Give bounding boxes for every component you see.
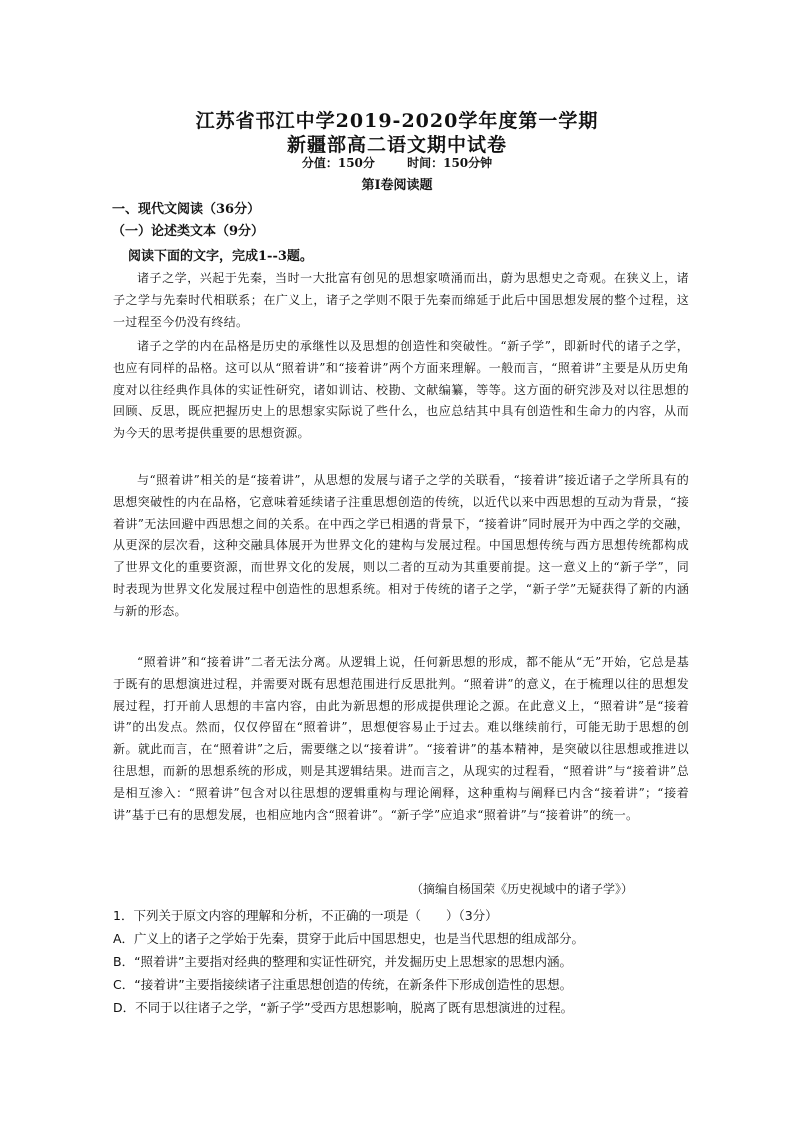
- exam-title-line2: 新疆部高二语文期中试卷: [286, 134, 507, 156]
- passage-source: （摘编自杨国荣《历史视域中的诸子学》）: [410, 882, 633, 896]
- question-1-option-b: B．“照着讲”主要指对经典的整理和实证性研究，并发掘历史上思想家的思想内涵。: [113, 954, 573, 969]
- question-1-option-a: A．广义上的诸子之学始于先秦，贯穿于此后中国思想史，也是当代思想的组成部分。: [113, 931, 585, 946]
- passage-paragraph-3: 与“照着讲”相关的是“接着讲”，从思想的发展与诸子之学的关联看，“接着讲”接近诸子之学所具有的思想突破性的内在品格，它意味着延续诸子注重思想创造的传统，以近代以来中西思想的互动为背景，“接着讲”无法回避中西思想之间的关系。在中西之学已相遇的背景下，“接着讲”同时展开为中西之学的交融，从更深的层次看，这种交融具体展开为世界文化的建构与发展过程。中国思想传统与西方思想传统都构成了世界文化的重要资源，而世界文化的发展，则以二者的互动为其重要前提。这一意义上的“新子学”，同时表现为世界文化发展过程中创造性的思想系统。相对于传统的诸子之学，“新子学”无疑获得了新的内涵与新的形态。: [113, 473, 689, 618]
- question-1-option-c: C．“接着讲”主要指接续诸子注重思想创造的传统，在新条件下形成创造性的思想。: [113, 977, 573, 992]
- exam-title-line1: 江苏省邗江中学2019-2020学年度第一学期: [195, 110, 599, 132]
- passage-paragraph-4: “照着讲”和“接着讲”二者无法分离。从逻辑上说，任何新思想的形成，都不能从“无”开始，它总是基于既有的思想演进过程，并需要对既有思想范围进行反思批判。“照着讲”的意义，在于梳理以往的思想发展过程，打开前人思想的丰富内容，由此为新思想的形成提供理论之源。在此意义上，“照着讲”是“接着讲”的出发点。然而，仅仅停留在“照着讲”，思想便容易止于过去。难以继续前行，可能无助于思想的创新。就此而言，在“照着讲”之后，需要继之以“接着讲”。“接着讲”的基本精神，是突破以往思想或推进以往思想，而新的思想系统的形成，则是其逻辑结果。进而言之，从现实的过程看，“照着讲”与“接着讲”总是相互渗入：“照着讲”包含对以往思想的逻辑重构与理论阐释，这种重构与阐释已内含“接着讲”；“接着讲”基于已有的思想发展，也相应地内含“照着讲”。“新子学”应追求“照着讲”与“接着讲”的统一。: [113, 655, 689, 822]
- section-heading-1: 一、现代文阅读（36分）: [112, 202, 261, 217]
- time-label: 时间：150分钟: [407, 156, 493, 170]
- section-heading-2: （一）论述类文本（9分）: [112, 224, 265, 239]
- score-label: 分值：150分: [301, 156, 375, 170]
- score-time-line: [0, 154, 794, 171]
- part-heading: 第Ⅰ卷阅读题: [361, 178, 433, 193]
- passage-paragraph-2: 诸子之学的内在品格是历史的承继性以及思想的创造性和突破性。“新子学”，即新时代的诸子之学，也应有同样的品格。这可以从“照着讲”和“接着讲”两个方面来理解。一般而言，“照着讲”主要是从历史角度对以往经典作具体的实证性研究，诸如训诂、校勘、文献编纂，等等。这方面的研究涉及对以往思想的回顾、反思，既应把握历史上的思想家实际说了些什么，也应总结其中具有创造性和生命力的内容，从而为今天的思考提供重要的思想资源。: [113, 339, 689, 441]
- reading-instruction: 阅读下面的文字，完成1--3题。: [128, 249, 313, 264]
- question-1-stem: 1．下列关于原文内容的理解和分析，不正确的一项是（ ）（3分）: [113, 908, 498, 923]
- passage-paragraph-1: 诸子之学，兴起于先秦，当时一大批富有创见的思想家喷涌而出，蔚为思想史之奇观。在狭义上，诸子之学与先秦时代相联系；在广义上，诸子之学则不限于先秦而绵延于此后中国思想发展的整个过程，这一过程至今仍没有终结。: [113, 271, 689, 329]
- question-1-option-d: D．不同于以往诸子之学，“新子学”受西方思想影响，脱离了既有思想演进的过程。: [113, 1000, 574, 1015]
